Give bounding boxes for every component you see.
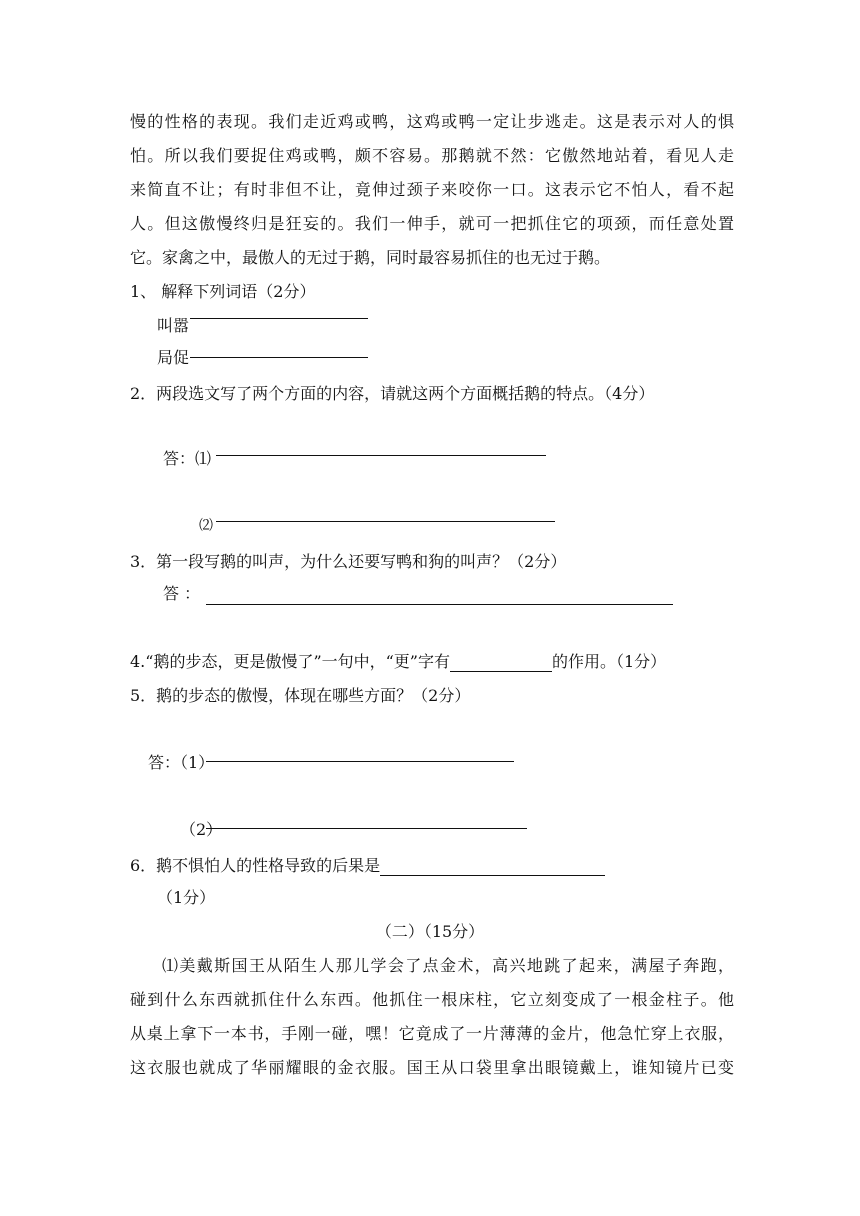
passage-line: 来简直不让；有时非但不让，竟伸过颈子来咬你一口。这表示它不怕人，看不起 [130, 180, 734, 199]
question-2-stem: 2．两段选文写了两个方面的内容，请就这两个方面概括鹅的特点。（4分） [130, 384, 655, 403]
passage-2-line: 从桌上拿下一本书，手刚一碰，嘿！它竟成了一片薄薄的金片，他急忙穿上衣服， [130, 1024, 734, 1043]
question-4 [130, 652, 666, 672]
q1-answer-line-2[interactable] [190, 357, 368, 358]
q2-answer-label-2: ⑵ [199, 518, 213, 534]
passage-2-line: 这衣服也就成了华丽耀眼的金衣服。国王从口袋里拿出眼镜戴上，谁知镜片已变 [130, 1058, 734, 1077]
q3-answer-line[interactable] [206, 604, 673, 605]
q4-blank[interactable] [450, 655, 552, 672]
q2-answer-line-1[interactable] [216, 455, 546, 456]
q1-word-1: 叫嚣 [157, 316, 190, 335]
q5-answer-line-1[interactable] [206, 761, 514, 762]
q6-score: （1分） [157, 888, 216, 907]
question-3-stem: 3．第一段写鹅的叫声，为什么还要写鸭和狗的叫声？（2分） [130, 552, 567, 571]
q4-text-before: 4.“鹅的步态，更是傲慢了”一句中，“更”字有 [130, 652, 450, 671]
q5-answer-label-1: 答：（1） [148, 753, 215, 772]
passage-line: 人。但这傲慢终归是狂妄的。我们一伸手，就可一把抓住它的项颈，而任意处置 [130, 214, 734, 233]
q3-answer-label: 答 ： [163, 584, 201, 603]
question-5-stem: 5．鹅的步态的傲慢，体现在哪些方面？（2分） [130, 686, 471, 705]
q6-stem: 6．鹅不惧怕人的性格导致的后果是 [130, 856, 381, 875]
passage-2-line: ⑴美戴斯国王从陌生人那儿学会了点金术，高兴地跳了起来，满屋子奔跑， [162, 956, 734, 975]
passage-2-line: 碰到什么东西就抓住什么东西。他抓住一根床柱，它立刻变成了一根金柱子。他 [130, 990, 734, 1009]
q5-answer-label-2: （2） [180, 820, 223, 839]
q2-answer-label-1: 答：⑴ [163, 449, 212, 468]
passage-line: 慢的性格的表现。我们走近鸡或鸭，这鸡或鸭一定让步逃走。这是表示对人的惧 [130, 112, 734, 131]
q5-answer-line-2[interactable] [206, 828, 527, 829]
question-1-stem: 1、 解释下列词语（2分） [130, 282, 316, 301]
q1-word-2: 局促 [157, 348, 190, 367]
q2-answer-line-2[interactable] [216, 521, 555, 522]
q6-blank[interactable] [380, 859, 605, 876]
q1-answer-line-1[interactable] [190, 318, 368, 319]
passage-line: 怕。所以我们要捉住鸡或鸭，颇不容易。那鹅就不然：它傲然地站着，看见人走 [130, 146, 734, 165]
passage-line: 它。家禽之中，最傲人的无过于鹅，同时最容易抓住的也无过于鹅。 [130, 248, 611, 267]
section-2-heading: （二）（15分） [375, 922, 485, 941]
question-6 [130, 856, 605, 876]
q4-text-after: 的作用。（1分） [552, 652, 667, 671]
